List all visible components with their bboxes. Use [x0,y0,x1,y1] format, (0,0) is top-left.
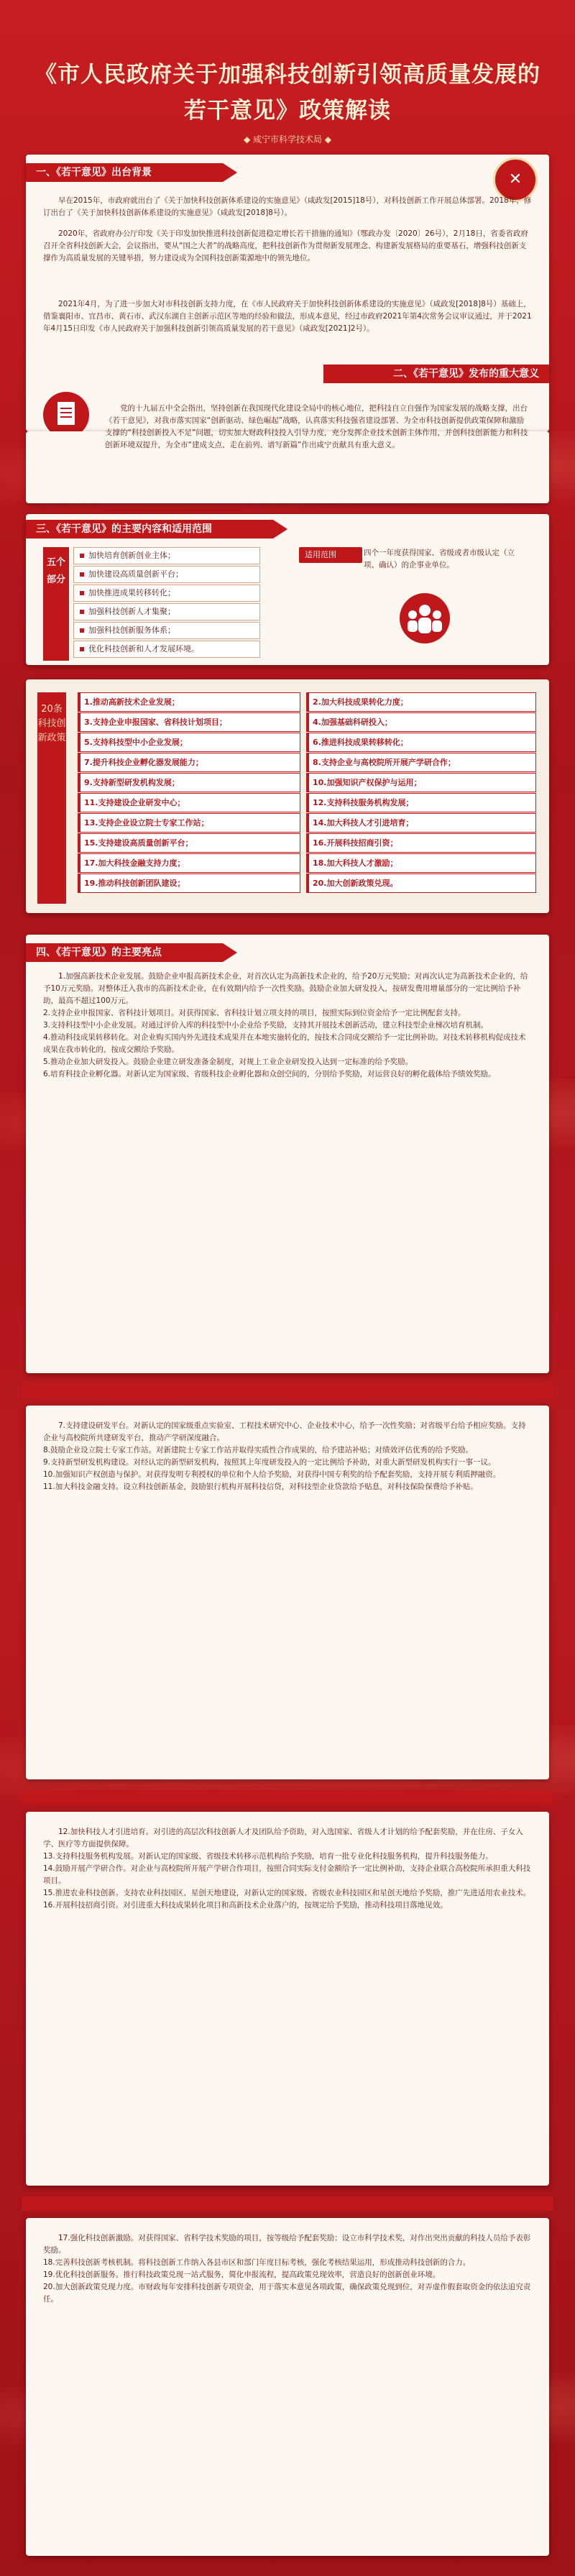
policies-card [26,679,549,913]
policy-item: 18.加大科技人才激励； [306,853,536,873]
highlights-text: 1.加强高新技术企业发展。鼓励企业申报高新技术企业，对首次认定为高新技术企业的，给予20万元奖励；对再次认定为高新技术企业的，给予10万元奖励。对整体迁入我市的高新技术企业，在有效期内给予一次性奖励。鼓励企业加大研发投入，按研发费用增量部分的一定比例给予补助，最高不超过100万元。 2.支持企业申报国家、省科技计划项目。对获得国家、省科技计划立项支持的项目，按照实际到位资金给予一定比例配套支持。 3.支持科技型中小企业发展。对通过评价入库的科技型中小企业给予奖励，支持其开展技术创新活动，建立科技型企业梯次培育机制。 4.推动科技成果转移转化。对企业购买国内外先进技术成果并在本地实施转化的，按技术合同成交额给予一定比例补助。对技术转移机构促成技术成果在我市转化的，按成交额给予奖励。 5.推动企业加大研发投入。鼓励企业建立研发准备金制度，对规上工业企业研发投入达到一定标准的给予奖励。 6.培育科技企业孵化器。对新认定为国家级、省级科技企业孵化器和众创空间的，分别给予奖励，对运营良好的孵化载体给予绩效奖励。 [43,972,528,1078]
divider [22,2196,553,2211]
highlights-text: 7.支持建设研发平台。对新认定的国家级重点实验室、工程技术研究中心、企业技术中心，给予一次性奖励；对省级平台给予相应奖励。支持企业与高校院所共建研发平台，推动产学研深度融合。 8.鼓励企业设立院士专家工作站。对新建院士专家工作站并取得实质性合作成果的，给予建站补贴；对绩效评估优秀的给予奖励。 9.支持新型研发机构建设。对经认定的新型研发机构，按照其上年度研发投入的一定比例给予补助，对重大新型研发机构实行一事一议。 10.加强知识产权创造与保护。对获得发明专利授权的单位和个人给予奖励，对获得中国专利奖的给予配套奖励，支持开展专利质押融资。 11.加大科技金融支持。设立科技创新基金，鼓励银行机构开展科技信贷，对科技型企业贷款给予贴息，对科技保险保费给予补贴。 [43,1421,526,1491]
policy-item: 19.推动科技创新团队建设； [78,874,300,893]
highlights-card-continued [26,1406,549,1779]
policy-item: 17.加大科技金融支持力度； [78,853,300,873]
five-parts-label: 五个部分 [43,547,69,661]
list-item: 加快推进成果转移转化； [73,585,260,602]
emblem-icon: ✕ [493,157,538,202]
section-significance-card [26,404,549,503]
publisher: ◆ 咸宁市科学技术局 ◆ [243,134,332,145]
list-item: 加强科技创新人才集聚； [73,603,260,620]
policy-item: 3.支持企业申报国家、省科技计划项目； [78,712,300,732]
page-title-line2: 若干意见》政策解读 [184,98,391,124]
policy-item: 15.支持建设高质量创新平台； [78,833,300,853]
policy-item: 16.开展科技招商引资； [306,833,536,853]
policy-item: 4.加强基础科研投入； [306,712,536,732]
section-heading: 四、《若干意见》的主要亮点 [26,943,223,962]
scope-title: 适用范围 [299,547,362,563]
highlights-card-continued [26,1812,549,2186]
policy-item: 20.加大创新政策兑现。 [306,874,536,893]
policy-item: 9.支持新型研发机构发展； [78,773,300,792]
policy-item: 1.推动高新技术企业发展； [78,692,300,712]
policies-label: 20条科技创新政策 [37,692,66,904]
section-content-card [26,514,549,665]
policy-item: 7.提升科技企业孵化器发展能力； [78,753,300,772]
policy-item: 10.加强知识产权保护与运用； [306,773,536,792]
highlights-text: 12.加快科技人才引进培育。对引进的高层次科技创新人才及团队给予资助，对入选国家、省级人才计划的给予配套奖励，并在住房、子女入学、医疗等方面提供保障。 13.支持科技服务机构发展。对新认定的国家级、省级技术转移示范机构给予奖励，培育一批专业化科技服务机构，提升科技服务能力。 14.鼓励开展产学研合作。对企业与高校院所开展产学研合作项目，按照合同实际支付金额给予一定比例补助，支持企业联合高校院所承担重大科技项目。 15.推进农业科技创新。支持农业科技园区、星创天地建设，对新认定的国家级、省级农业科技园区和星创天地给予奖励，推广先进适用农业技术。 16.开展科技招商引资。对引进重大科技成果转化项目和高新技术企业落户的，按规定给予奖励，推动科技项目落地见效。 [43,1828,531,1910]
policy-item: 8.支持企业与高校院所开展产学研合作； [306,753,536,772]
section-heading: 一、《若干意见》出台背景 [26,163,223,182]
policy-item: 12.支持科技服务机构发展； [306,793,536,812]
policy-item: 14.加大科技人才引进培育； [306,813,536,833]
paragraph: 2021年4月，为了进一步加大对市科技创新支持力度，在《市人民政府关于加快科技创新体系建设的实施意见》（咸政发[2018]8号）基础上，借鉴襄阳市、宜昌市、黄石市、武汉东湖自主创新示范区等地的经验和做法，形成本意见，经过市政府2021年第4次常务会议审议通过，并于2021年4月15日印发《市人民政府关于加强科技创新引领高质量发展的若干意见》（咸政发[2021]2号）。 [43,300,532,333]
list-item: 加快培育创新创业主体； [73,547,260,564]
people-icon [400,593,450,643]
paragraph: 早在2015年，市政府就出台了《关于加快科技创新体系建设的实施意见》（咸政发[2015]18号），对科技创新工作开展总体部署。2018年，修订出台了《关于加快科技创新体系建设的实施意见》（咸政发[2018]8号）。 [43,196,532,217]
paragraph: 2020年，省政府办公厅印发《关于印发加快推进科技创新促进稳定增长若干措施的通知》（鄂政办发〔2020〕26号），2月18日，省委省政府召开全省科技创新大会，会议指出，要从“国之大者”的战略高度，把科技创新作为贯彻新发展理念、构建新发展格局的重要基石，增强科技创新支撑作为高质量发展的关键举措，努力建设成为全国科技创新策源地中的领先地位。 [43,229,528,262]
section-heading: 二、《若干意见》发布的重大意义 [323,365,549,383]
policy-item: 13.支持企业设立院士专家工作站； [78,813,300,833]
page-title-line1: 《市人民政府关于加强科技创新引领高质量发展的 [34,62,540,88]
paragraph: 党的十九届五中全会指出，坚持创新在我国现代化建设全局中的核心地位，把科技自立自强作为国家发展的战略支撑，出台《若干意见》，对我市落实国家“创新驱动、绿色崛起”战略，认真落实科技强省建设部署、为全市科技创新提供政策保障和激励支撑的“科技创新投入不足”问题，切实加大财政科技投入引导力度，充分发挥企业技术创新主体作用，并创科技创新能力和科技创新环境双提升，为全市“建成支点、走在前列、谱写新篇”作出咸宁贡献具有重大意义。 [105,404,528,449]
policy-item: 2.加大科技成果转化力度； [306,692,536,712]
highlights-text: 17.强化科技创新激励。对获得国家、省科学技术奖励的项目，按等级给予配套奖励；设立市科学技术奖，对作出突出贡献的科技人员给予表彰奖励。 18.完善科技创新考核机制。将科技创新工作纳入各县市区和部门年度目标考核，强化考核结果运用，形成推动科技创新的合力。 19.优化科技创新服务。推行科技政策兑现一站式服务，简化申报流程，提高政策兑现效率，营造良好的创新创业环境。 20.加大创新政策兑现力度。市财政每年安排科技创新专项资金，用于落实本意见各项政策，确保政策兑现到位，对弄虚作假套取资金的依法追究责任。 [43,2234,531,2304]
policy-item: 5.支持科技型中小企业发展； [78,733,300,752]
highlights-card-continued [26,2218,549,2556]
list-item: 加快建设高质量创新平台； [73,566,260,583]
policy-item: 6.推进科技成果转移转化； [306,733,536,752]
divider [22,1790,553,1805]
header [0,0,575,151]
section-background-card [26,155,549,431]
divider [22,1384,553,1398]
highlights-card [26,935,549,1373]
section-heading: 三、《若干意见》的主要内容和适用范围 [26,520,273,538]
list-item: 优化科技创新和人才发展环境。 [73,641,260,658]
scope-text: 四个一年度获得国家、省级或者市级认定（立项、确认）的企事业单位。 [364,549,515,569]
list-item: 加强科技创新服务体系； [73,622,260,639]
policy-item: 11.支持建设企业研发中心； [78,793,300,812]
